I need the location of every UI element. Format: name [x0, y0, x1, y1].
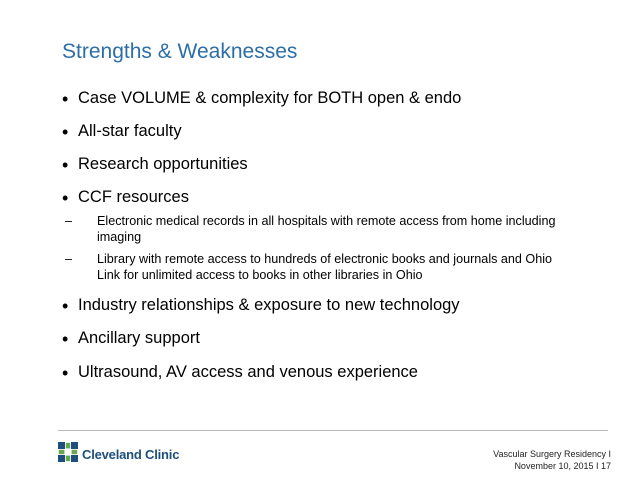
bullet-dot: • — [62, 329, 69, 349]
footer-date-page: November 10, 2015 I 17 — [514, 461, 611, 471]
bullet-text: Ancillary support — [78, 329, 200, 347]
bullet-dot: • — [62, 122, 69, 142]
slide-title: Strengths & Weaknesses — [62, 40, 298, 63]
bullet-dot: • — [62, 363, 69, 383]
bullet-text: All-star faculty — [78, 122, 182, 140]
footer-divider — [58, 430, 608, 431]
logo-text: Cleveland Clinic — [82, 447, 180, 462]
bullet-dot: • — [62, 296, 69, 316]
cleveland-clinic-logo-icon — [58, 442, 78, 462]
sub-bullet-text: Electronic medical records in all hospitals with remote access from home including imaging — [97, 214, 556, 244]
bullet-dot: • — [62, 89, 69, 109]
bullet-text: Ultrasound, AV access and venous experience — [78, 363, 418, 381]
bullet-text: CCF resources — [78, 188, 189, 206]
sub-bullet-text: Library with remote access to hundreds of electronic books and journals and Ohio Link for unlimited access to books in other libraries in Ohio — [97, 252, 553, 282]
bullet-dot: • — [62, 155, 69, 175]
footer-program: Vascular Surgery Residency I — [493, 449, 611, 459]
sub-bullet-dash: – — [65, 214, 73, 228]
bullet-text: Industry relationships & exposure to new technology — [78, 296, 460, 314]
bullet-text: Research opportunities — [78, 155, 248, 173]
sub-bullet-dash: – — [65, 252, 73, 266]
bullet-dot: • — [62, 188, 69, 208]
bullet-text: Case VOLUME & complexity for BOTH open & endo — [78, 89, 462, 107]
